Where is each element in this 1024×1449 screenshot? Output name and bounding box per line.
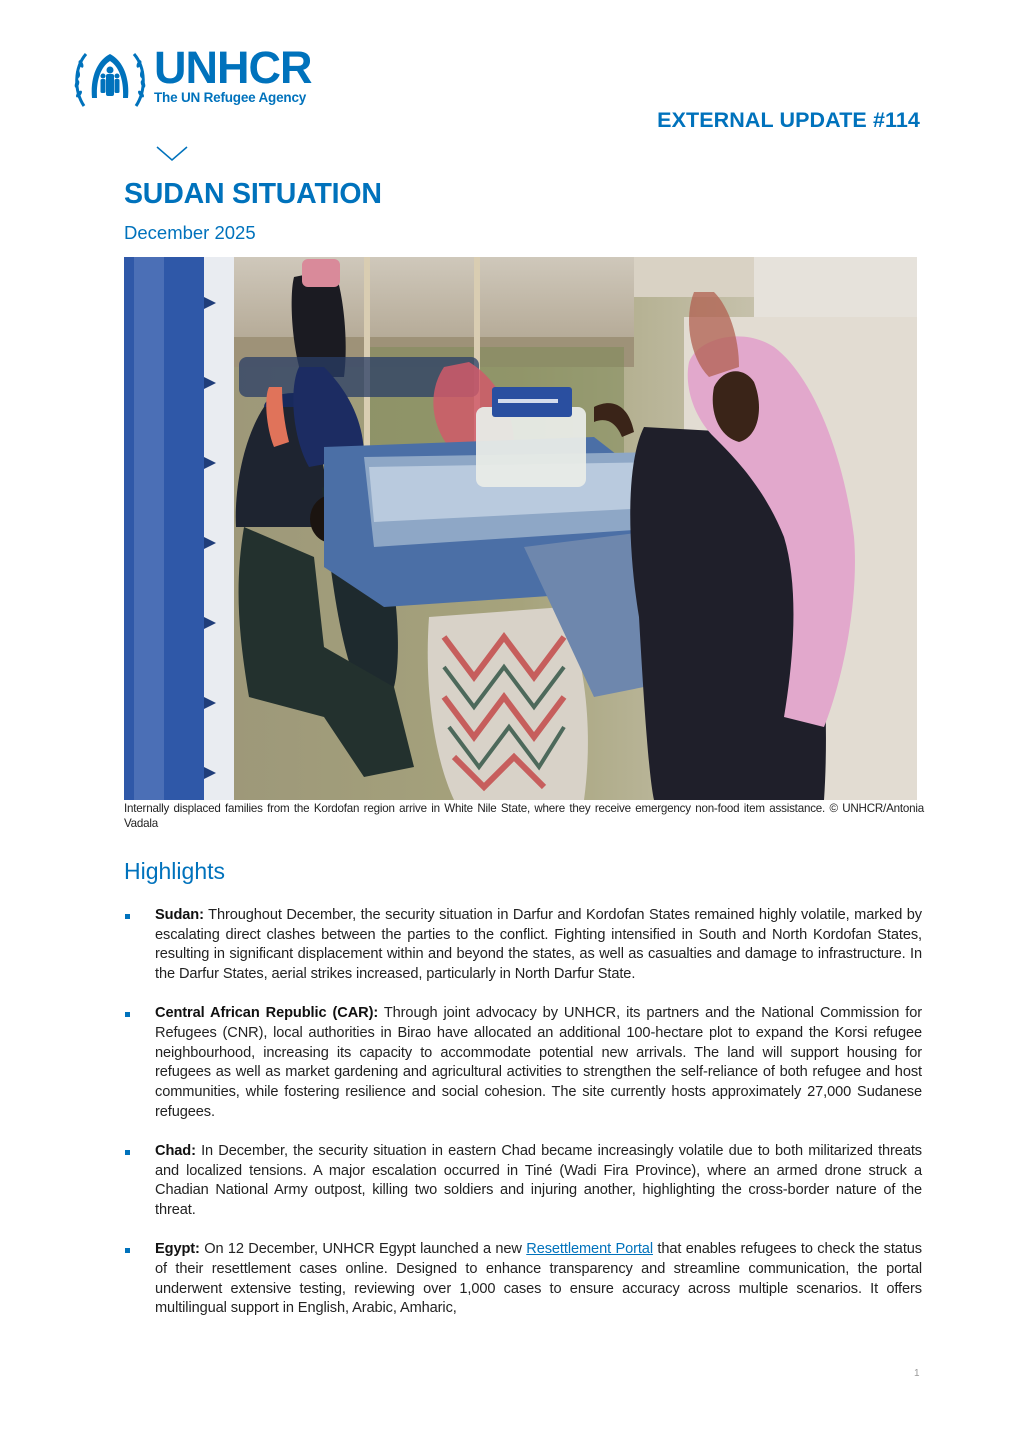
logo-wordmark: UNHCR (154, 42, 312, 93)
highlight-label: Sudan: (155, 907, 204, 923)
highlight-item-chad (124, 1142, 922, 1221)
highlight-item-sudan (124, 906, 922, 985)
highlights-heading: Highlights (124, 858, 225, 884)
highlight-label: Chad: (155, 1143, 196, 1160)
chevron-down-icon (156, 146, 188, 162)
bullet-icon (125, 1012, 130, 1017)
resettlement-portal-link[interactable]: Resettlement Portal (526, 1241, 653, 1258)
unhcr-logo (72, 42, 342, 114)
page-number: 1 (914, 1368, 920, 1379)
highlight-label: Egypt: (155, 1241, 200, 1258)
bullet-icon (125, 914, 130, 919)
highlight-text: that enables refugees to check the status of their resettlement cases online. Designed to enhance transparency and streamline communication, the portal underwent extensive testing, reviewing over 1,000 cases to ensure accuracy across multiple scenarios. It offers multilingual support in English, Arabic, Amharic, (155, 1241, 922, 1317)
external-update-label: EXTERNAL UPDATE #114 (657, 108, 920, 132)
bullet-icon (125, 1248, 130, 1253)
highlight-text: On 12 December, UNHCR Egypt launched a new (199, 1241, 527, 1258)
page-title: SUDAN SITUATION (124, 178, 382, 210)
highlights-list (124, 906, 922, 1339)
highlight-item-egypt (124, 1240, 922, 1319)
cover-photo (124, 257, 917, 800)
highlight-label: Central African Republic (CAR): (155, 1005, 379, 1022)
highlight-text: Through joint advocacy by UNHCR, its partners and the National Commission for Refugees (CNR), local authorities in Birao have allocated an additional 100-hectare plot to expand the Korsi refugee neighbourhood, increasing its capacity to accommodate potential new arrivals. The land will support housing for refugees as well as market gardening and agricultural activities to strengthen the self-reliance of both refugee and host communities, while fostering resilience and social cohesion. The site currently hosts approximately 27,000 Sudanese refugees. (155, 1005, 922, 1120)
bullet-icon (125, 1150, 130, 1155)
highlight-text: Throughout December, the security situation in Darfur and Kordofan States remained highly volatile, marked by escalating direct clashes between the parties to the conflict. Fighting intensified in South and North Kordofan States, resulting in significant displacement within and beyond the states, as well as casualties and damage to infrastructure. In the Darfur States, aerial strikes increased, particularly in North Darfur State. (155, 907, 922, 983)
highlight-item-car (124, 1004, 922, 1122)
logo-tagline: The UN Refugee Agency (154, 90, 307, 105)
cover-photo-illustration (124, 257, 917, 800)
report-date: December 2025 (124, 222, 256, 243)
highlight-text: In December, the security situation in eastern Chad became increasingly volatile due to both militarized threats and localized tensions. A major escalation occurred in Tiné (Wadi Fira Province), where an armed drone struck a Chadian National Army outpost, killing two soldiers and injuring another, highlighting the cross-border nature of the threat. (155, 1143, 922, 1219)
photo-caption: Internally displaced families from the Kordofan region arrive in White Nile State, where they receive emergency non-food item assistance. © UNHCR/Antonia Vadala (124, 802, 924, 830)
unhcr-emblem-icon (72, 46, 148, 112)
